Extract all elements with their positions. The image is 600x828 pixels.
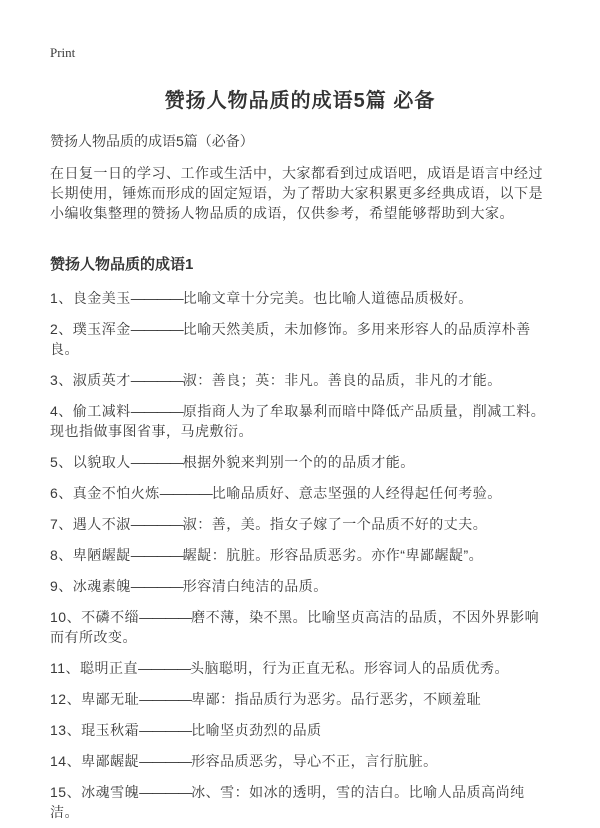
idiom-term: 淑质英才: [72, 372, 131, 388]
idiom-separator: ————: [159, 485, 212, 501]
idiom-definition: 头脑聪明，行为正直无私。形容词人的品质优秀。: [190, 660, 510, 676]
idiom-item: [50, 545, 550, 565]
idiom-number: 7、: [50, 516, 73, 532]
idiom-separator: ————: [130, 516, 183, 532]
idiom-term: 冰魂雪魄: [81, 784, 140, 800]
idiom-term: 偷工减料: [72, 403, 131, 419]
idiom-number: 8、: [50, 547, 73, 563]
idiom-number: 5、: [50, 454, 73, 470]
idiom-term: 卑鄙无耻: [81, 691, 140, 707]
idiom-item: [50, 720, 550, 740]
idiom-item: [50, 401, 550, 441]
idiom-number: 15、: [50, 784, 82, 800]
idiom-number: 14、: [50, 753, 82, 769]
idiom-definition: 原指商人为了牟取暴利而暗中降低产品质量，削减工料。现也指做事图省事，马虎敷衍。: [50, 403, 546, 439]
idiom-item: [50, 452, 550, 472]
idiom-separator: ————: [130, 454, 183, 470]
idiom-definition: 龌龊：肮脏。形容品质恶劣。亦作“卑鄙龌龊”。: [182, 547, 484, 563]
idiom-separator: ————: [139, 609, 192, 625]
idiom-number: 1、: [50, 290, 73, 306]
idiom-item: [50, 658, 550, 678]
idiom-number: 13、: [50, 722, 82, 738]
idiom-term: 琨玉秋霜: [81, 722, 140, 738]
idiom-number: 10、: [50, 609, 82, 625]
idiom-item: [50, 483, 550, 503]
idiom-definition: 淑：善良；英：非凡。善良的品质，非凡的才能。: [182, 372, 502, 388]
idiom-number: 11、: [50, 660, 81, 676]
idiom-term: 遇人不淑: [72, 516, 131, 532]
idiom-item: [50, 689, 550, 709]
section-heading: 赞扬人物品质的成语1: [50, 256, 194, 273]
idiom-separator: ————: [139, 722, 192, 738]
idiom-term: 良金美玉: [72, 290, 131, 306]
idiom-item: [50, 370, 550, 390]
idiom-item: [50, 782, 550, 822]
idiom-term: 卑鄙龌龊: [81, 753, 140, 769]
idiom-separator: ————: [130, 403, 183, 419]
idiom-item: [50, 751, 550, 771]
idiom-item: [50, 514, 550, 534]
page-title: 赞扬人物品质的成语5篇 必备: [164, 90, 436, 112]
idiom-definition: 淑：善，美。指女子嫁了一个品质不好的丈夫。: [182, 516, 488, 532]
idiom-number: 6、: [50, 485, 73, 501]
idiom-separator: ————: [130, 547, 183, 563]
idiom-definition: 比喻品质好、意志坚强的人经得起任何考验。: [211, 485, 502, 501]
page-subtitle: 赞扬人物品质的成语5篇（必备）: [50, 133, 254, 149]
idiom-separator: ————: [130, 372, 183, 388]
idiom-definition: 冰、雪：如冰的透明，雪的洁白。比喻人品质高尚纯洁。: [50, 784, 525, 820]
idiom-item: [50, 288, 550, 308]
idiom-definition: 磨不薄，染不黑。比喻坚贞高洁的品质，不因外界影响而有所改变。: [50, 609, 540, 645]
idiom-separator: ————: [130, 578, 183, 594]
idiom-number: 12、: [50, 691, 82, 707]
idiom-definition: 形容品质恶劣，导心不正，言行肮脏。: [191, 753, 438, 769]
idiom-definition: 根据外貌来判别一个的的品质才能。: [182, 454, 415, 470]
idiom-separator: ————: [139, 691, 192, 707]
idiom-definition: 比喻天然美质，未加修饰。多用来形容人的品质淳朴善良。: [50, 321, 531, 357]
idiom-term: 卑陋龌龊: [72, 547, 131, 563]
idiom-definition: 卑鄙：指品质行为恶劣。品行恶劣，不顾羞耻: [191, 691, 482, 707]
idiom-separator: ————: [138, 660, 191, 676]
print-link[interactable]: Print: [50, 45, 76, 60]
idiom-number: 3、: [50, 372, 73, 388]
idiom-term: 冰魂素魄: [72, 578, 131, 594]
idiom-definition: 比喻文章十分完美。也比喻人道德品质极好。: [182, 290, 473, 306]
idiom-term: 真金不怕火炼: [72, 485, 160, 501]
idiom-term: 以貌取人: [72, 454, 131, 470]
idiom-item: [50, 607, 550, 647]
idiom-separator: ————: [139, 753, 192, 769]
idiom-term: 聪明正直: [80, 660, 139, 676]
idiom-item: [50, 319, 550, 359]
idiom-number: 2、: [50, 321, 73, 337]
idiom-definition: 比喻坚贞劲烈的品质: [191, 722, 322, 738]
idiom-list: [50, 288, 550, 822]
idiom-separator: ————: [139, 784, 192, 800]
idiom-definition: 形容清白纯洁的品质。: [182, 578, 328, 594]
idiom-term: 不磷不缁: [81, 609, 140, 625]
idiom-term: 璞玉浑金: [72, 321, 131, 337]
idiom-separator: ————: [130, 321, 183, 337]
intro-paragraph: 在日复一日的学习、工作或生活中，大家都看到过成语吧，成语是语言中经过长期使用，锤炼而形成的固定短语，为了帮助大家积累更多经典成语，以下是小编收集整理的赞扬人物品质的成语，仅供参考，希望能够帮助到大家。: [50, 165, 543, 221]
idiom-separator: ————: [130, 290, 183, 306]
idiom-number: 9、: [50, 578, 73, 594]
idiom-number: 4、: [50, 403, 73, 419]
idiom-item: [50, 576, 550, 596]
